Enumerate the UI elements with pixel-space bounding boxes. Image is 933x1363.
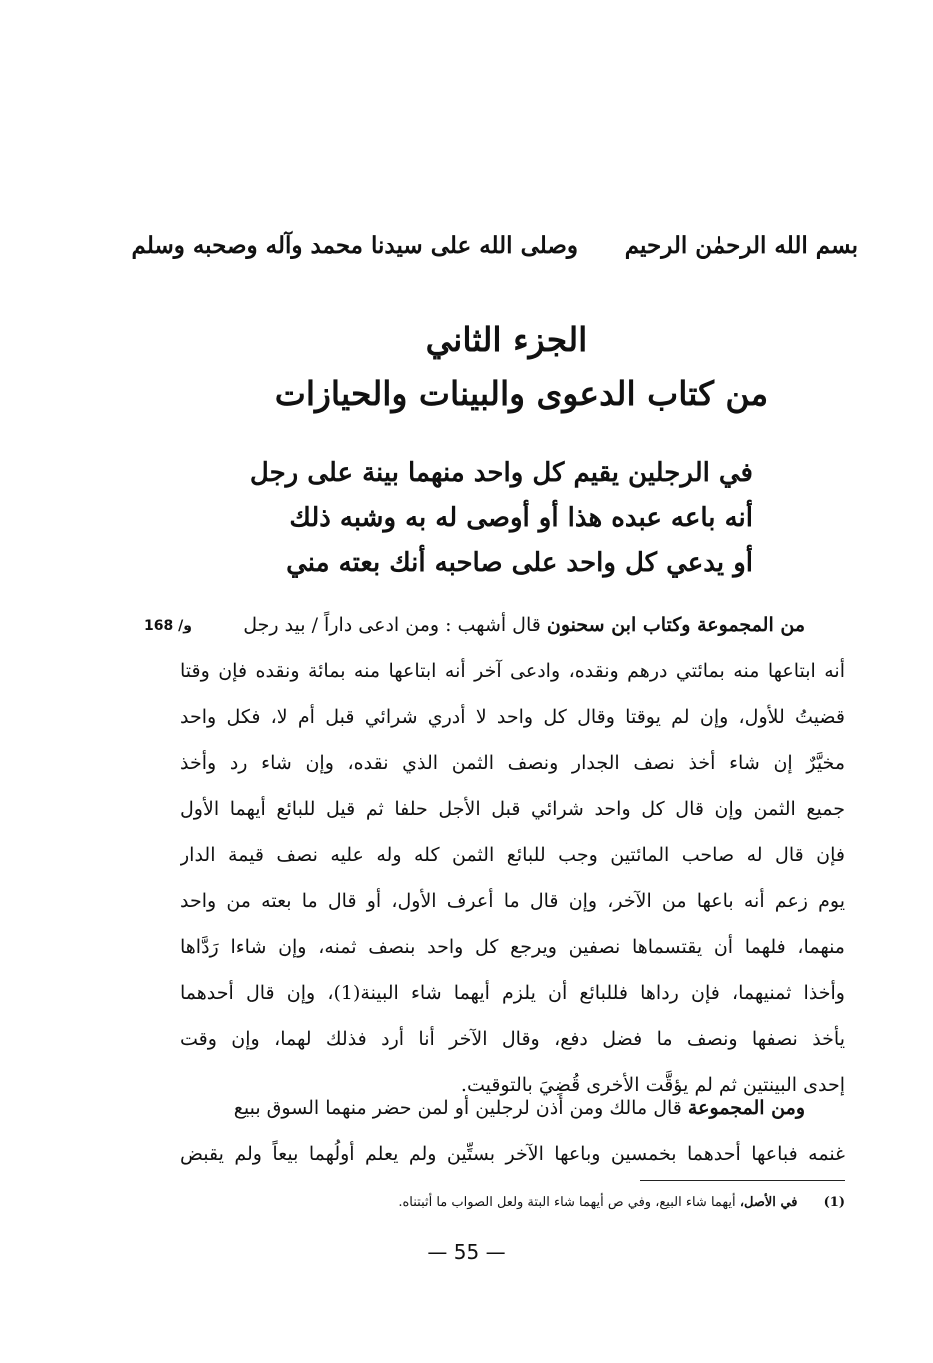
footnote-source: في الأصل، — [739, 1195, 798, 1210]
part-title: الجزء الثاني — [425, 320, 588, 359]
paragraph-2-line-text: قال مالك ومن أذن لرجلين أو لمن حضر منهما السوق ببيع — [233, 1097, 682, 1119]
paragraph-1-line: إحدى البينتين ثم لم يؤقَّت الأخرى قُضِيَ بالتوقيت. — [460, 1074, 845, 1096]
salutation: وصلى الله على سيدنا محمد وآله وصحبه وسلم — [131, 232, 578, 259]
basmala: بسم الله الرحمٰن الرحيم — [624, 232, 858, 259]
paragraph-1-line: وأخذا ثمنيهما، فإن رداها فللبائع أن يلزم أيهما شاء البينة(1)، وإن قال أحدهما — [180, 982, 845, 1004]
paragraph-1-line: فإن قال له صاحب المائتين وجب للبائع الثمن كله وله عليه نصف قيمة الدار — [180, 844, 845, 866]
paragraph-1-line: قضيتُ للأول، وإن لم يوقتا وقال كل واحد لا أدري شرائي قبل أم لا، فكل واحد — [180, 706, 845, 728]
chapter-heading-line-1: في الرجلين يقيم كل واحد منهما بينة على رجل — [249, 458, 753, 488]
manuscript-folio-marker: 168 /و — [144, 618, 192, 634]
paragraph-1-line: مخيَّرٌ إن شاء أخذ نصف الجدار ونصف الثمن الذي نقده، وإن شاء رد وأخذ — [180, 752, 845, 774]
paragraph-1 — [180, 602, 845, 1108]
paragraph-2-line — [180, 1085, 845, 1131]
footnote-number: (1) — [823, 1195, 845, 1210]
paragraph-1-line-text: قال أشهب : ومن ادعى داراً / بيد رجل — [243, 614, 541, 636]
chapter-heading-line-3: أو يدعي كل واحد على صاحبه أنك بعته مني — [286, 548, 753, 578]
paragraph-1-line — [180, 602, 845, 648]
book-title: من كتاب الدعوى والبينات والحيازات — [274, 374, 769, 413]
footnote-text: أيهما شاء البيع، وفي ص أيهما شاء البتة ولعل الصواب ما أثبتناه. — [398, 1195, 736, 1210]
paragraph-1-line: يوم زعم أنه باعها من الآخر، وإن قال ما أعرف الأول، أو قال ما بعته من واحد — [180, 890, 845, 912]
page-number: — 55 — — [427, 1240, 506, 1264]
paragraph-1-line: منهما، فلهما أن يقتسماها نصفين ويرجع كل واحد بنصف ثمنه، وإن شاءا رَدَّاها — [180, 936, 845, 958]
source-reference: من المجموعة وكتاب ابن سحنون — [546, 614, 805, 636]
paragraph-1-line: جميع الثمن وإن قال كل واحد شرائي قبل الأجل حلفا ثم قيل للبائع أيهما الأول — [180, 798, 845, 820]
paragraph-1-line: يأخذ نصفها ونصف ما فضل دفع، وقال الآخر أنا أرد فذلك لهما، وإن وقت — [180, 1028, 845, 1050]
footnote-divider — [640, 1180, 845, 1181]
source-reference: ومن المجموعة — [687, 1097, 805, 1119]
footnote — [398, 1195, 845, 1210]
chapter-heading-line-2: أنه باعه عبده هذا أو أوصى له به وشبه ذلك — [289, 503, 753, 533]
paragraph-1-line: أنه ابتاعها منه بمائتي درهم ونقده، وادعى آخر أنه ابتاعها منه بمائة ونقده فإن وقتا — [180, 660, 845, 682]
paragraph-2-line: غنمه فباعها أحدهما بخمسين وباعها الآخر بستِّين ولم يعلم أولُهما بيعاً ولم يقبض — [180, 1143, 845, 1165]
paragraph-2 — [180, 1085, 845, 1177]
